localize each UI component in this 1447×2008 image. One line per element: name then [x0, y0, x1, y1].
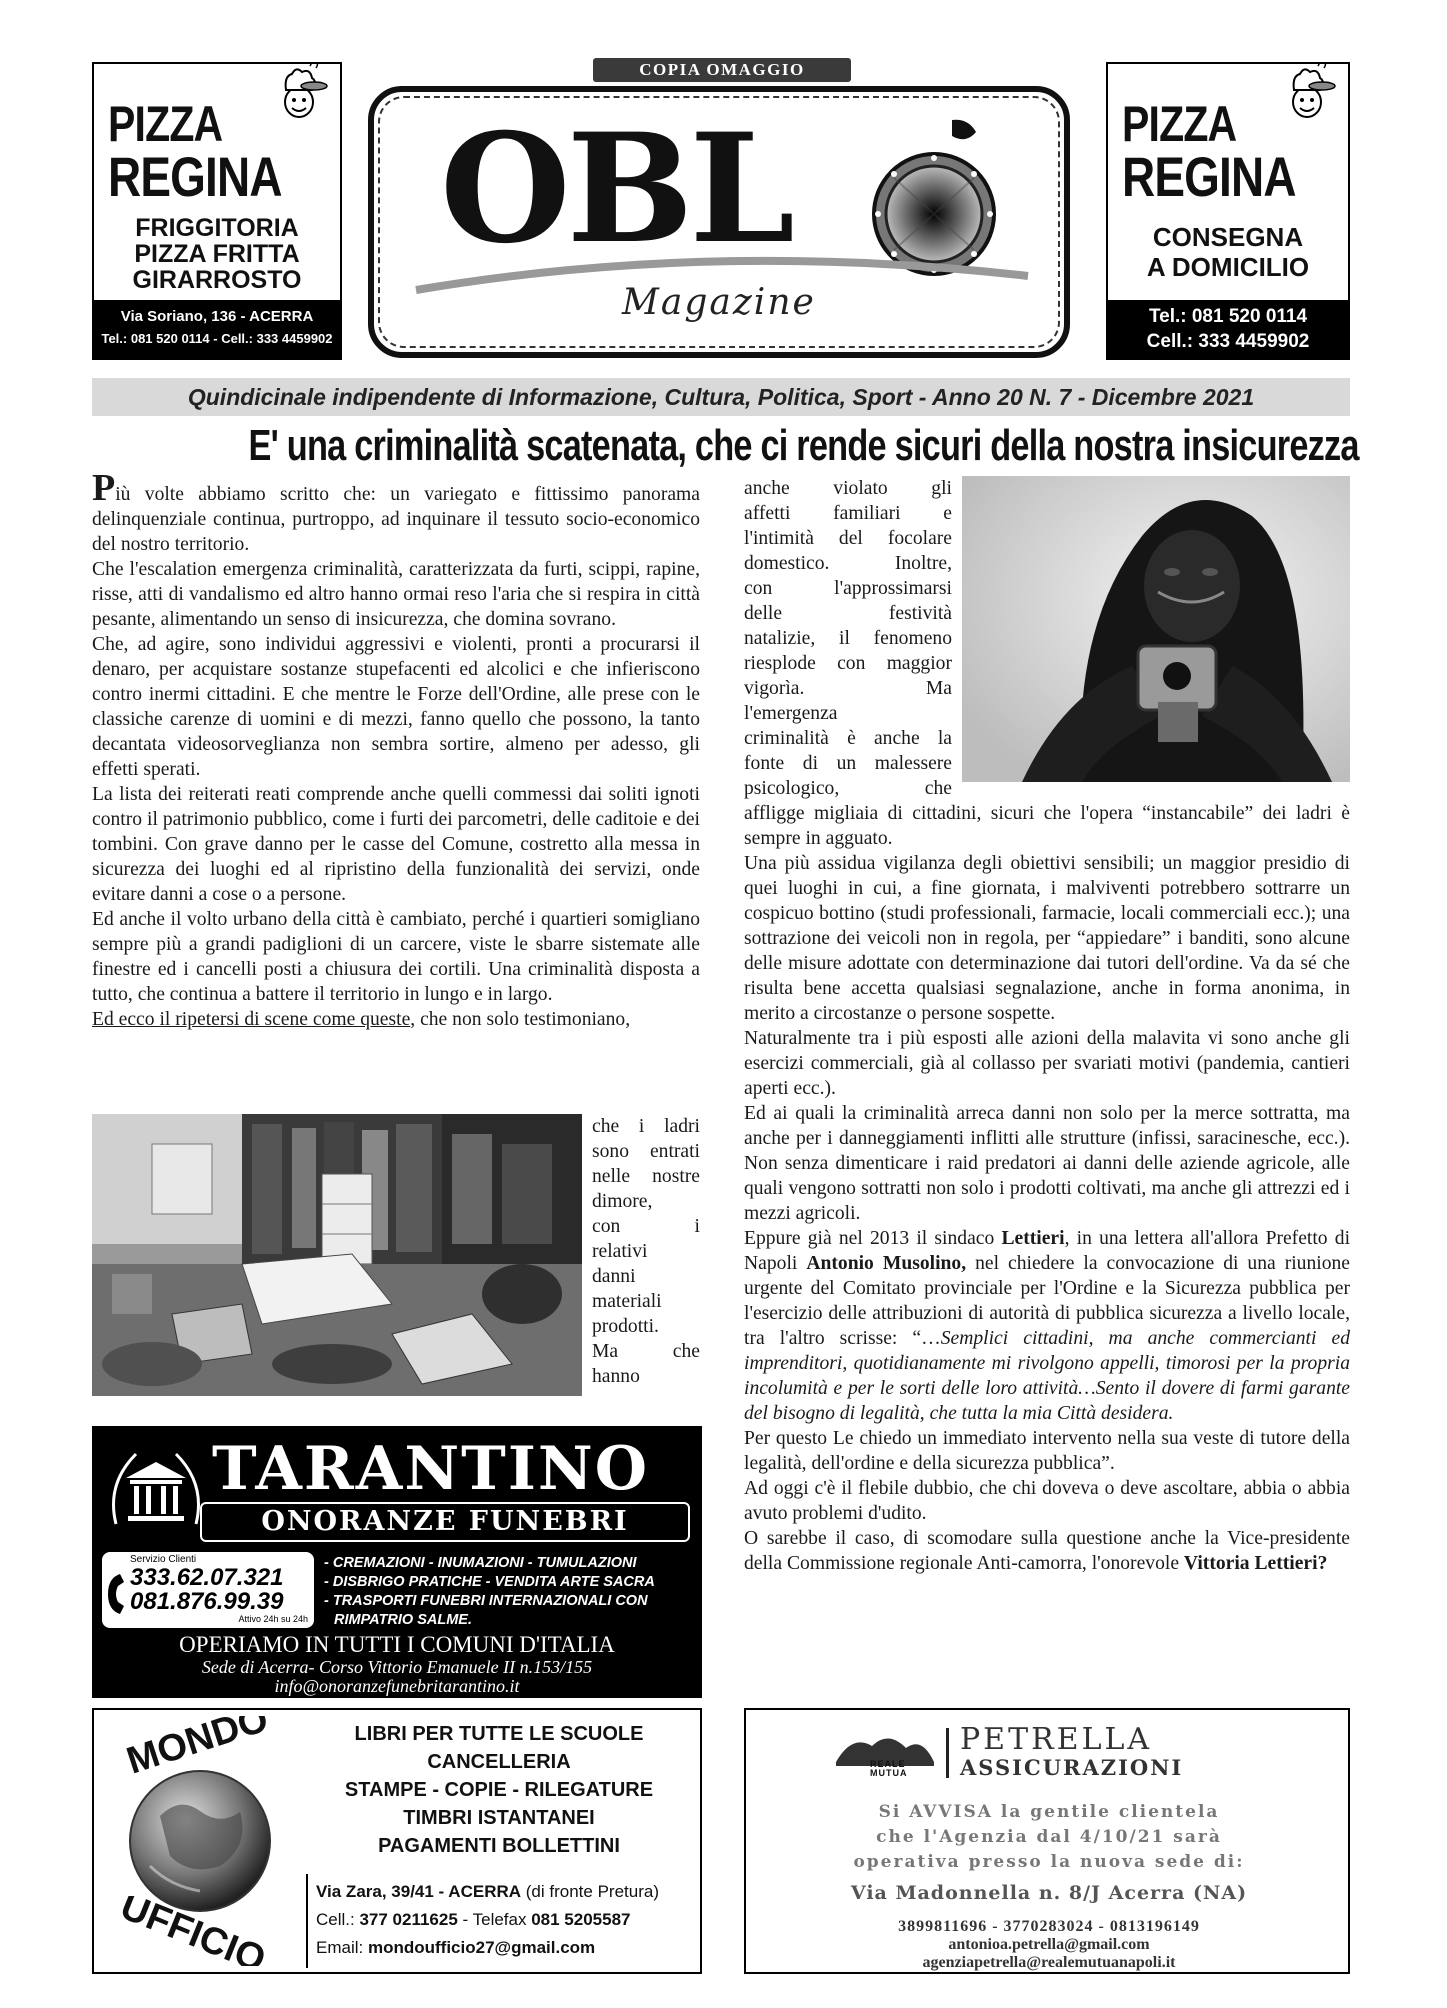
ad-left-service: PIZZA FRITTA [134, 240, 300, 268]
wrap-line: dimore, [592, 1191, 653, 1212]
wrap-line: Ma che [592, 1341, 700, 1362]
article-text: Eppure già nel 2013 il sindaco [744, 1228, 1002, 1249]
tarantino-name: TARANTINO [212, 1434, 650, 1504]
mondo-service-line: LIBRI PER TUTTE LE SCUOLE [354, 1723, 644, 1745]
article-text: , in una lettera all'allora Prefetto di Napoli [744, 1228, 1351, 1274]
mondo-divider [306, 1874, 308, 1968]
masthead-title-text: OBL [440, 101, 791, 277]
mondo-arc-top-text [106, 1716, 296, 1786]
pizza-regina-ad-left[interactable] [92, 62, 342, 360]
petrella-notice-line: che l'Agenzia dal 4/10/21 sarà [876, 1827, 1222, 1847]
ad-right-pizza-word: PIZZA [1122, 96, 1237, 152]
wrap-line: danni [592, 1266, 636, 1287]
masthead-subtitle: Magazine [622, 282, 816, 323]
mondo-fax[interactable]: 081 5205587 [531, 1910, 631, 1929]
gunman-photo [962, 476, 1350, 782]
wrap-line: relativi [592, 1241, 648, 1262]
mondo-service-line: TIMBRI ISTANTANEI [403, 1807, 595, 1829]
temple-wreath-icon [106, 1444, 206, 1534]
tarantino-service-line: - TRASPORTI FUNEBRI INTERNAZIONALI CON [324, 1593, 648, 1609]
wrap-line: prodotti. [592, 1316, 659, 1337]
mondo-arc-top [106, 1716, 296, 1783]
wrap-line: l'intimità del focolare [744, 528, 952, 549]
tarantino-slogan: OPERIAMO IN TUTTI I COMUNI D'ITALIA [179, 1632, 615, 1657]
article-paragraph: Che, ad agire, sono individui aggressivi e violenti, pronti a procurarsi il denaro, per acquistare sostanze stupefacenti ed alcolici e che infieriscono contro inermi cittadini. E che mentre le Forze dell'Ordine, alle prese con le classiche carenze di uomini e di mezzi, fanno quello che possono, la tanto decantata videosorveglianza non sembra sortire, almeno per adesso, gli effetti sperati. [92, 634, 700, 780]
tarantino-phone-box [102, 1552, 314, 1628]
wrap-line: sono entrati [592, 1141, 700, 1162]
wrap-line: riesplode con maggior [744, 653, 952, 674]
wrap-line: anche violato gli [744, 478, 952, 499]
ransacked-room-image [92, 1114, 582, 1396]
tarantino-service-label: Servizio Clienti [130, 1554, 197, 1565]
article-paragraph: Una più assidua vigilanza degli obiettivi sensibili; un maggior presidio di quei luoghi in cui, a fine giornata, i malviventi potrebbero sottrarre un cospicuo bottino (studi professionali, farmacie, locali commerciali ecc.); una sottrazione dei veicoli non in regola, per “appiedare” i banditi, sono alcune delle misure adottate con determinazione dai tutori dell'ordine. Va da sé che risulta bene accetta qualsiasi segnalazione, anche in forma anonima, in merito a circostanze o persone sospette. [744, 853, 1350, 1024]
ad-right-service: CONSEGNA [1152, 222, 1304, 252]
reale-mutua-logo-text [870, 1760, 908, 1778]
article-paragraph: Ed anche il volto urbano della città è cambiato, perché i quartieri somigliano sempre più a grandi padiglioni di un carcere, viste le sbarre sistemate alle finestre ed i cancelli posti a chiusura dei cortili. Una criminalità disposta a tutto, che continua a battere il territorio in lungo e in largo. [92, 909, 700, 1005]
mondo-address: Via Zara, 39/41 - ACERRA [316, 1882, 522, 1901]
article-bold-name: Lettieri [1001, 1228, 1065, 1249]
ad-left-service: GIRARROSTO [132, 266, 302, 294]
ad-left-address: Via Soriano, 136 - ACERRA [120, 308, 314, 325]
article-text: O sarebbe il caso, di scomodare sulla questione anche la Vice-presidente della Commissione regionale Anti-camorra, l'onorevole [744, 1528, 1350, 1574]
article-paragraph: Ad oggi c'è il flebile dubbio, che chi doveva o deve ascoltare, abbia o abbia avuto problemi d'udito. [744, 1478, 1350, 1524]
article-paragraph: , che non solo testimoniano, [410, 1009, 631, 1030]
wrap-line: vigorìa. Ma [744, 678, 952, 699]
petrella-email[interactable]: agenziapetrella@realemutuanapoli.it [922, 1954, 1176, 1971]
mondo-arc-bottom-text [104, 1896, 304, 1966]
mondo-fax-label: - Telefax [457, 1910, 532, 1929]
tarantino-service-line: - CREMAZIONI - INUMAZIONI - TUMULAZIONI [324, 1555, 637, 1571]
tarantino-services [324, 1554, 694, 1630]
mondo-arc-bottom-label: UFFICIO [114, 1896, 272, 1966]
chef-pizza-icon [270, 62, 328, 124]
article-wrap-left [592, 1114, 700, 1389]
ad-left-regina-word: REGINA [108, 145, 282, 208]
mondo-ufficio-ad[interactable] [92, 1708, 702, 1974]
article-paragraph: iù volte abbiamo scritto che: un variegato e fittissimo panorama delinquenziale continua, purtroppo, ad inquinare il tessuto socio-economico del nostro territorio. [92, 484, 700, 555]
ad-left-service: FRIGGITORIA [135, 214, 299, 242]
article-paragraph: Che l'escalation emergenza criminalità, caratterizzata da furti, scippi, rapine, risse, atti di vandalismo ed altro hanno ormai reso l'aria che si respira in città pesante, alimentando un senso di insicurezza, che domina sovrano. [92, 559, 700, 630]
petrella-subtitle: ASSICURAZIONI [960, 1755, 1184, 1780]
tarantino-service-line: RIMPATRIO SALME. [334, 1612, 473, 1628]
pizza-regina-ad-right[interactable] [1106, 62, 1350, 360]
reale-label: REALE [870, 1759, 906, 1769]
mondo-address-note: (di fronte Pretura) [521, 1882, 659, 1901]
mondo-email[interactable]: mondoufficio27@gmail.com [367, 1938, 596, 1957]
tarantino-service-line: - DISBRIGO PRATICHE - VENDITA ARTE SACRA [324, 1574, 655, 1590]
article-headline [92, 418, 1359, 474]
petrella-email[interactable]: antonioa.petrella@gmail.com [948, 1936, 1150, 1953]
mondo-contacts [316, 1878, 700, 1962]
drop-cap: P [92, 467, 116, 509]
tarantino-hours: Attivo 24h su 24h [238, 1614, 308, 1624]
petrella-phones: 3899811696 - 3770283024 - 0813196149 [898, 1918, 1200, 1935]
tarantino-phone: 081.876.99.39 [130, 1588, 284, 1615]
ad-right-regina-word: REGINA [1122, 145, 1296, 208]
article-paragraph: Ed ai quali la criminalità arreca danni non solo per la merce sottratta, ma anche per i danneggiamenti inflitti alle strutture (infissi, saracinesche, ecc.). Non senza dimenticare i raid predatori ai danni delle aziende agricole, alle quali vengono sottratti non solo i prodotti coltivati, ma anche gli attrezzi ed i mezzi agricoli. [744, 1103, 1350, 1224]
wrap-line: con i [592, 1216, 700, 1237]
wrap-line: psicologico, che [744, 778, 952, 799]
petrella-notice [746, 1800, 1352, 1875]
article-paragraph: Per questo Le chiedo un immediato intervento nella sua veste di tutore della legalità, dell'ordine e della sicurezza pubblica”. [744, 1428, 1350, 1474]
wrap-line: criminalità è anche la [744, 728, 952, 749]
wrap-line: fonte di un malessere [744, 753, 952, 774]
mondo-service-line: CANCELLERIA [427, 1751, 571, 1773]
tarantino-email[interactable]: info@onoranzefunebritarantino.it [274, 1676, 520, 1696]
petrella-address: Via Madonnella n. 8/J Acerra (NA) [850, 1882, 1248, 1904]
ad-right-cell: Cell.: 333 4459902 [1146, 331, 1310, 352]
article-wrap-right [744, 476, 952, 801]
copia-omaggio-badge: COPIA OMAGGIO [593, 58, 851, 82]
article-text: nel chiedere la convocazione di una riunione urgente del Comitato provinciale per l'Ordine e la Sicurezza pubblica per l'esercizio delle attribuzioni di autorità di pubblica sicurezza a livello locale, tra l'altro scrisse: “… [744, 1253, 1350, 1349]
article-left-column [92, 467, 700, 1032]
mondo-cell-label: Cell.: [316, 1910, 360, 1929]
article-right-column [744, 801, 1350, 1576]
article-paragraph: Naturalmente tra i più esposti alle azioni della malavita vi sono anche gli esercizi commerciali, già al collasso per svariati motivi (pandemia, cantieri aperti ecc.). [744, 1028, 1350, 1099]
wrap-line: domestico. Inoltre, [744, 553, 952, 574]
tarantino-address: Sede di Acerra- Corso Vittorio Emanuele II n.153/155 [201, 1657, 593, 1677]
wrap-line: affetti familiari e [744, 503, 952, 524]
issue-tagline: Quindicinale indipendente di Informazione, Cultura, Politica, Sport - Anno 20 N. 7 - Dicembre 2021 [92, 378, 1350, 416]
wrap-line: nelle nostre [592, 1166, 700, 1187]
ad-left-phones: Tel.: 081 520 0114 - Cell.: 333 4459902 [101, 331, 333, 346]
petrella-assicurazioni-ad[interactable] [744, 1708, 1350, 1974]
tarantino-funeral-ad[interactable] [92, 1426, 702, 1698]
article-quote: Semplici cittadini, ma anche commercianti ed imprenditori, quotidianamente mi rivolgono appelli, timorosi per la propria incolumità e per le sorti delle loro attività…Sento il dovere di farmi garante del bisogno di legalità, che tutta la mia Città desidera. [744, 1328, 1350, 1424]
petrella-notice-line: Si AVVISA la gentile clientela [878, 1802, 1220, 1822]
petrella-divider [946, 1728, 949, 1778]
ad-left-pizza-word: PIZZA [108, 96, 223, 152]
mondo-cell[interactable]: 377 0211625 [359, 1910, 458, 1929]
article-underlined-phrase: Ed ecco il ripetersi di scene come queste [92, 1009, 411, 1030]
article-paragraph: La lista dei reiterati reati comprende anche quelli commessi dai soliti ignoti contro il patrimonio pubblico, come i furti dei parcometri, delle caditoie e dei tombini. Con grave danno per le casse del Comune, costretto alla messa in sicurezza dei luoghi ed al ripristino della funzionalità dei servizi, onde evitare danni a cose o a persone. [92, 784, 700, 905]
wrap-line: materiali [592, 1291, 662, 1312]
mondo-services [300, 1720, 698, 1860]
wrap-line: delle festività [744, 603, 952, 624]
tarantino-phone: 333.62.07.321 [130, 1564, 284, 1591]
wrap-line: con l'approssimarsi [744, 578, 952, 599]
article-headline-text: E' una criminalità scatenata, che ci rende sicuri della nostra insicurezza [248, 421, 1359, 470]
mutua-label: MUTUA [870, 1768, 908, 1778]
phone-icon [106, 1572, 126, 1616]
petrella-notice-line: operativa presso la nuova sede di: [853, 1852, 1245, 1872]
petrella-name: PETRELLA [960, 1722, 1153, 1757]
mondo-service-line: PAGAMENTI BOLLETTINI [378, 1835, 620, 1857]
chef-pizza-icon [1278, 62, 1336, 124]
mondo-email-label: Email: [316, 1938, 368, 1957]
article-bold-name: Antonio Musolino, [806, 1253, 967, 1274]
mondo-arc-top-label: MONDO [121, 1716, 274, 1783]
article-bold-name: Vittoria Lettieri? [1183, 1553, 1328, 1574]
ad-right-service: A DOMICILIO [1146, 252, 1310, 282]
burglary-photo [92, 1114, 582, 1396]
wrap-line: che i ladri [592, 1116, 700, 1137]
armed-robber-image [962, 476, 1350, 782]
wrap-line: hanno [592, 1366, 640, 1387]
article-paragraph: affligge migliaia di cittadini, sicuri che l'opera “instancabile” dei ladri è sempre in agguato. [744, 803, 1350, 849]
ad-right-tel: Tel.: 081 520 0114 [1148, 306, 1308, 327]
tarantino-subtitle: ONORANZE FUNEBRI [200, 1502, 690, 1542]
mondo-service-line: STAMPE - COPIE - RILEGATURE [344, 1779, 654, 1801]
mondo-arc-bottom [104, 1896, 304, 1966]
wrap-line: natalizie, il fenomeno [744, 628, 952, 649]
wrap-line: l'emergenza [744, 703, 838, 724]
